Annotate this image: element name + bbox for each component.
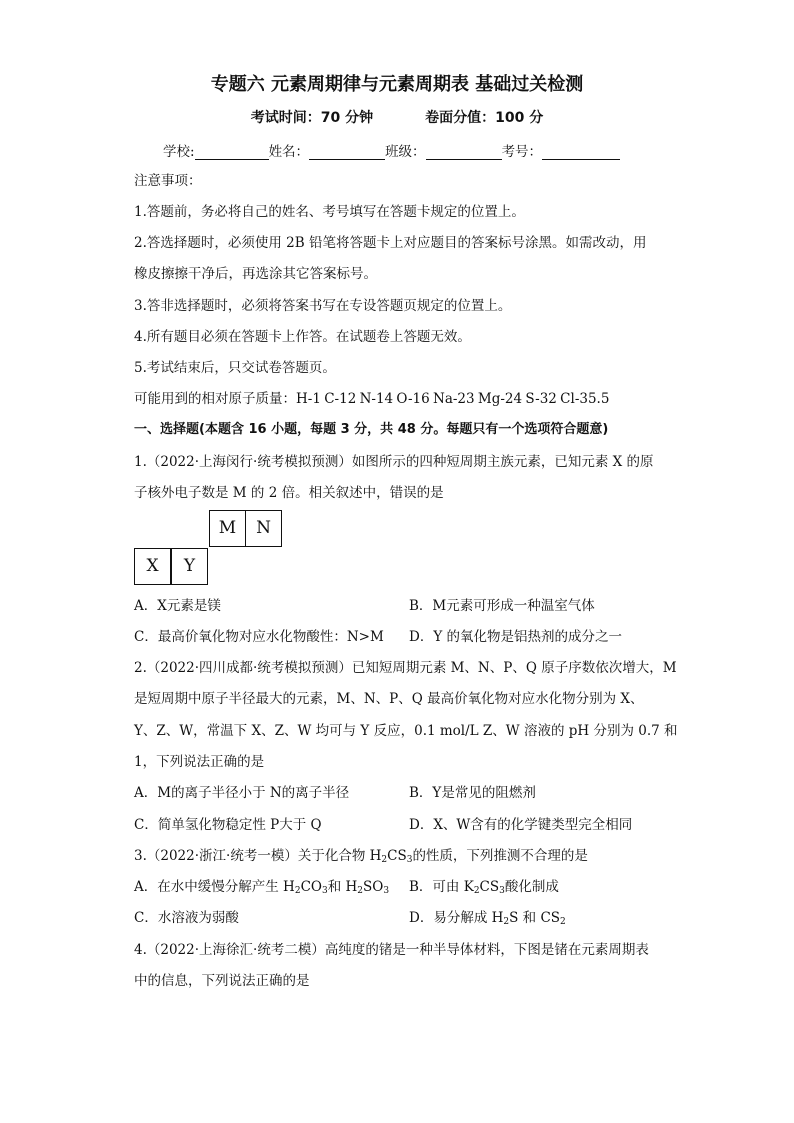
exam-score: 卷面分值：100 分 xyxy=(425,110,544,126)
q2-option-c[interactable]: C．简单氢化物稳定性 P大于 Q xyxy=(134,817,322,833)
cell-n: N xyxy=(245,510,282,547)
q3-option-d[interactable]: D．易分解成 $H_2S$ 和 $CS_2$ xyxy=(409,910,566,927)
section-heading: 一、选择题(本题含 16 小题，每题 3 分，共 48 分。每题只有一个选项符合题意) xyxy=(134,422,609,437)
note-2b: 橡皮擦擦干净后，再选涂其它答案标号。 xyxy=(134,266,377,282)
periodic-table-fragment xyxy=(134,510,286,586)
note-4: 4.所有题目必须在答题卡上作答。在试题卷上答题无效。 xyxy=(134,329,471,345)
q3-stem: 3.（2022·浙江·统考一模）关于化合物 $H_2CS_3$的性质，下列推测不合理的是 xyxy=(134,848,588,865)
q1-option-a[interactable]: A．X元素是镁 xyxy=(134,598,221,614)
exam-no-label: 考号： xyxy=(501,144,543,160)
q3-option-c[interactable]: C．水溶液为弱酸 xyxy=(134,910,239,926)
q2-stem-a: 2.（2022·四川成都·统考模拟预测）已知短周期元素 M、N、P、Q 原子序数依次增大，M xyxy=(134,660,677,676)
student-fields xyxy=(163,140,620,160)
q2-stem-c: Y、Z、W，常温下 X、Z、W 均可与 Y 反应，0.1 mol/L Z、W 溶液的 pH 分别为 0.7 和 xyxy=(134,723,678,739)
cell-m: M xyxy=(209,510,246,547)
q4-stem-b: 中的信息，下列说法正确的是 xyxy=(134,973,310,989)
q1-stem-a: 1.（2022·上海闵行·统考模拟预测）如图所示的四种短周期主族元素，已知元素 X 的原 xyxy=(134,454,654,470)
name-label: 姓名： xyxy=(268,144,310,160)
cell-y: Y xyxy=(171,548,208,585)
q2-option-a[interactable]: A．M的离子半径小于 N的离子半径 xyxy=(134,785,350,801)
q2-stem-d: 1，下列说法正确的是 xyxy=(134,754,265,770)
q3-option-a[interactable]: A．在水中缓慢分解产生 $H_2CO_3$和 $H_2SO_3$ xyxy=(134,879,390,896)
q2-option-b[interactable]: B．Y是常见的阻燃剂 xyxy=(409,785,536,801)
class-label: 班级： xyxy=(385,144,426,160)
page-title: 专题六 元素周期律与元素周期表 基础过关检测 xyxy=(210,74,584,95)
q4-stem-a: 4.（2022·上海徐汇·统考二模）高纯度的锗是一种半导体材料，下图是锗在元素周期表 xyxy=(134,942,649,958)
note-3: 3.答非选择题时，必须将答案书写在专设答题页规定的位置上。 xyxy=(134,298,512,314)
notes-heading: 注意事项： xyxy=(134,173,202,189)
q1-option-d[interactable]: D．Y 的氧化物是铝热剂的成分之一 xyxy=(409,629,623,645)
q3-option-b[interactable]: B．可由 $K_2CS_3$酸化制成 xyxy=(409,879,559,896)
cell-x: X xyxy=(134,548,171,585)
exam-no-field[interactable] xyxy=(542,145,620,160)
exam-time: 考试时间：70 分钟 xyxy=(250,110,374,126)
note-1: 1.答题前，务必将自己的姓名、考号填写在答题卡规定的位置上。 xyxy=(134,204,525,220)
school-label: 学校: xyxy=(163,144,195,160)
class-field[interactable] xyxy=(426,145,502,160)
school-field[interactable] xyxy=(195,145,269,160)
q2-stem-b: 是短周期中原子半径最大的元素，M、N、P、Q 最高价氧化物对应水化物分别为 X、 xyxy=(134,691,644,707)
q1-option-c[interactable]: C．最高价氧化物对应水化物酸性：N>M xyxy=(134,629,384,645)
q2-option-d[interactable]: D．X、W含有的化学键类型完全相同 xyxy=(409,817,633,833)
exam-meta xyxy=(0,107,794,127)
q1-stem-b: 子核外电子数是 M 的 2 倍。相关叙述中，错误的是 xyxy=(134,485,444,501)
note-5: 5.考试结束后，只交试卷答题页。 xyxy=(134,360,336,376)
atomic-masses: 可能用到的相对原子质量：H-1 C-12 N-14 O-16 Na-23 Mg-24 S-32 Cl-35.5 xyxy=(134,391,610,407)
name-field[interactable] xyxy=(309,145,385,160)
q1-option-b[interactable]: B．M元素可形成一种温室气体 xyxy=(409,598,595,614)
note-2a: 2.答选择题时，必须使用 2B 铅笔将答题卡上对应题目的答案标号涂黑。如需改动，用 xyxy=(134,235,647,251)
